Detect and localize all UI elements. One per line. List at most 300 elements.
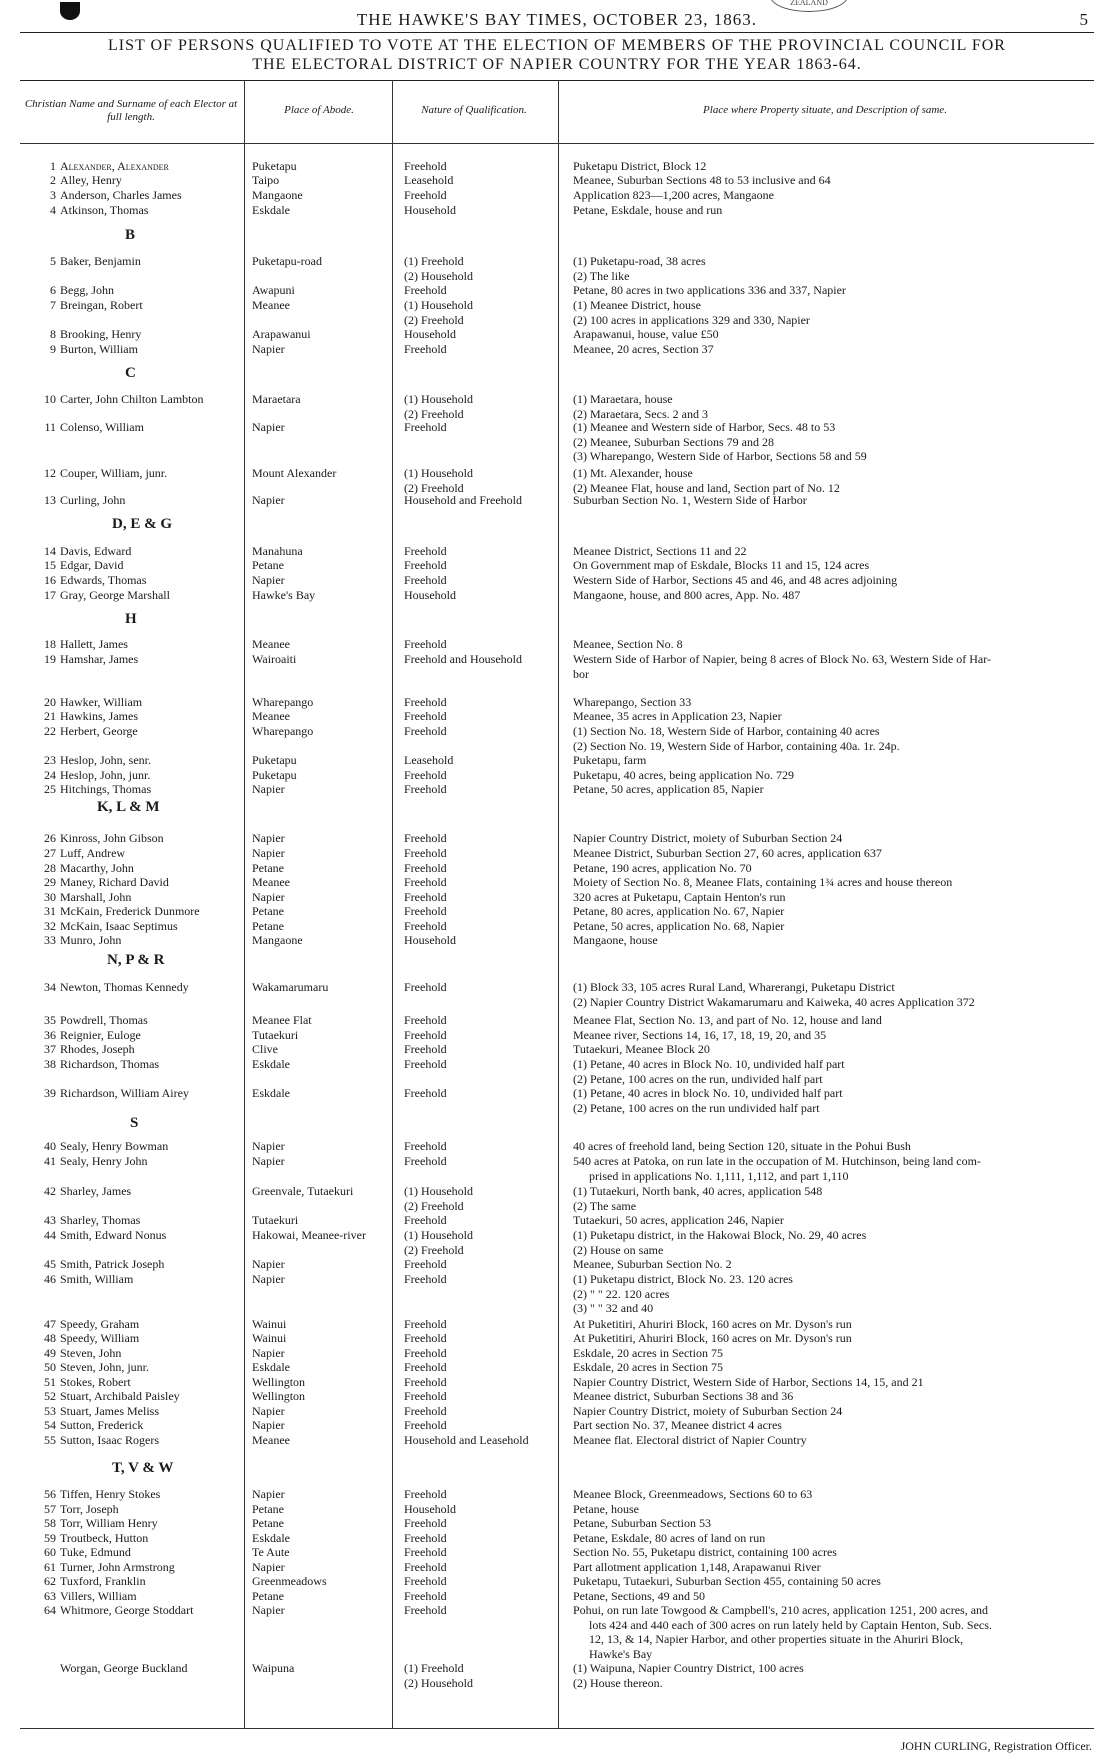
property-line: Application 823—1,200 acres, Mangaone (573, 188, 774, 202)
elector-number: 33 (44, 933, 56, 947)
list-title (20, 36, 1094, 74)
qualification-line: Freehold (404, 1028, 447, 1042)
qualification-cell (404, 254, 576, 283)
qualification-cell (404, 861, 576, 876)
property-line: (3) " " 32 and 40 (573, 1301, 654, 1316)
property-description (573, 980, 1093, 1009)
alphabet-section-heading: C (125, 365, 136, 381)
property-line: Meanee, Suburban Sections 48 to 53 inclusive and 64 (573, 173, 831, 187)
qualification-line: Freehold (404, 875, 447, 889)
property-line: (1) Puketapu district, Block No. 23. 120 acres (573, 1272, 793, 1286)
property-description (573, 1531, 1093, 1546)
property-line: Meanee Flat, Section No. 13, and part of No. 12, house and land (573, 1013, 882, 1027)
qualification-line: Freehold (404, 1574, 447, 1588)
qualification-cell (404, 1331, 576, 1346)
elector-name: Stokes, Robert (60, 1375, 131, 1389)
elector-number: 26 (44, 831, 56, 845)
qualification-line: Freehold (404, 1154, 447, 1168)
elector-name: Hawkins, James (60, 709, 138, 723)
elector-number: 35 (44, 1013, 56, 1027)
property-description (573, 1213, 1093, 1228)
property-line: (2) Meanee Flat, house and land, Section part of No. 12 (573, 480, 840, 495)
elector-number: 64 (44, 1603, 56, 1617)
property-line: Meanee District, Suburban Section 27, 60 acres, application 637 (573, 846, 882, 860)
elector-number: 27 (44, 846, 56, 860)
qualification-cell (404, 1375, 576, 1390)
place-of-abode: Meanee (252, 709, 290, 723)
place-of-abode: Clive (252, 1042, 278, 1056)
qualification-cell (404, 768, 576, 783)
place-of-abode: Petane (252, 904, 284, 918)
qualification-line: Freehold (404, 1487, 447, 1501)
property-description (573, 861, 1093, 876)
qualification-line: Freehold (404, 1331, 447, 1345)
elector-name-cell (20, 1404, 246, 1419)
top-rule (20, 32, 1094, 33)
place-of-abode: Waipuna (252, 1661, 295, 1675)
qualification-line: (2) Freehold (404, 406, 464, 421)
property-description (573, 1661, 1093, 1690)
property-line: (2) House thereon. (573, 1675, 663, 1690)
property-line: At Puketitiri, Ahuriri Block, 160 acres on Mr. Dyson's run (573, 1317, 852, 1331)
property-line: Napier Country District, moiety of Suburban Section 24 (573, 831, 843, 845)
property-line: Petane, 80 acres in two applications 336 and 337, Napier (573, 283, 846, 297)
property-line: (2) The like (573, 268, 630, 283)
elector-name-cell (20, 254, 246, 269)
qualification-cell (404, 1574, 576, 1589)
elector-name-cell (20, 283, 246, 298)
qualification-line: Freehold (404, 831, 447, 845)
qualification-cell (404, 1346, 576, 1361)
property-description (573, 159, 1093, 174)
elector-name: Sharley, Thomas (60, 1213, 141, 1227)
property-description (573, 846, 1093, 861)
elector-number: 12 (44, 466, 56, 480)
qualification-line: Household (404, 203, 456, 217)
elector-name: Stuart, Archibald Paisley (60, 1389, 180, 1403)
place-of-abode: Wellington (252, 1375, 306, 1389)
property-line: Meanee, Suburban Section No. 2 (573, 1257, 732, 1271)
elector-name: Powdrell, Thomas (60, 1013, 148, 1027)
elector-number: 14 (44, 544, 56, 558)
header-abode: Place of Abode. (284, 104, 354, 116)
place-of-abode: Petane (252, 1502, 284, 1516)
qualification-cell (404, 919, 576, 934)
property-line: (1) Waipuna, Napier Country District, 100 acres (573, 1661, 804, 1675)
elector-number: 37 (44, 1042, 56, 1056)
property-description (573, 588, 1093, 603)
property-line: (1) Mt. Alexander, house (573, 466, 693, 480)
elector-name-cell (20, 1346, 246, 1361)
elector-name: Anderson, Charles James (60, 188, 182, 202)
qualification-line: Freehold (404, 1213, 447, 1227)
property-description (573, 1346, 1093, 1361)
property-line: Petane, Eskdale, house and run (573, 203, 723, 217)
elector-name: Carter, John Chilton Lambton (60, 392, 204, 406)
qualification-line: (1) Household (404, 1228, 473, 1242)
elector-name-cell (20, 1013, 246, 1028)
elector-name-cell (20, 342, 246, 357)
qualification-line: (1) Household (404, 392, 473, 406)
property-line: Napier Country District, moiety of Suburban Section 24 (573, 1404, 843, 1418)
elector-name: Sealy, Henry John (60, 1154, 148, 1168)
elector-name-cell (20, 1418, 246, 1433)
qualification-cell (404, 890, 576, 905)
property-line: (2) Napier Country District Wakamarumaru and Kaiweka, 40 acres Application 372 (573, 994, 975, 1009)
elector-name-cell (20, 1139, 246, 1154)
qualification-cell (404, 1603, 576, 1618)
place-of-abode: Meanee (252, 1433, 290, 1447)
elector-name-cell (20, 831, 246, 846)
elector-number: 8 (50, 327, 56, 341)
qualification-line: Freehold (404, 846, 447, 860)
property-description (573, 1154, 1093, 1183)
property-line: Meanee District, Sections 11 and 22 (573, 544, 747, 558)
property-description (573, 1360, 1093, 1375)
elector-number: 5 (50, 254, 56, 268)
elector-name: McKain, Isaac Septimus (60, 919, 178, 933)
property-line: Western Side of Harbor of Napier, being 8 acres of Block No. 63, Western Side of Har- (573, 652, 992, 666)
property-description (573, 254, 1093, 283)
place-of-abode: Awapuni (252, 283, 295, 297)
qualification-cell (404, 392, 576, 421)
elector-name: Smith, William (60, 1272, 134, 1286)
property-description (573, 1086, 1093, 1115)
property-description (573, 890, 1093, 905)
place-of-abode: Wakamarumaru (252, 980, 329, 994)
property-description (573, 695, 1093, 710)
qualification-cell (404, 1057, 576, 1072)
elector-name: Richardson, William Airey (60, 1086, 189, 1100)
property-line: (1) Meanee District, house (573, 298, 701, 312)
elector-number: 47 (44, 1317, 56, 1331)
elector-number: 44 (44, 1228, 56, 1242)
elector-name: Gray, George Marshall (60, 588, 170, 602)
elector-name: Brooking, Henry (60, 327, 142, 341)
qualification-cell (404, 188, 576, 203)
elector-number: 61 (44, 1560, 56, 1574)
header-property: Place where Property situate, and Description of same. (703, 104, 947, 116)
elector-number: 9 (50, 342, 56, 356)
elector-name: Breingan, Robert (60, 298, 143, 312)
elector-name: Smith, Patrick Joseph (60, 1257, 165, 1271)
elector-name: Macarthy, John (60, 861, 134, 875)
place-of-abode: Eskdale (252, 1086, 290, 1100)
qualification-cell (404, 1013, 576, 1028)
place-of-abode: Napier (252, 493, 285, 507)
property-line: Puketapu, 40 acres, being application No. 729 (573, 768, 794, 782)
place-of-abode: Napier (252, 782, 285, 796)
elector-name: Sutton, Frederick (60, 1418, 144, 1432)
elector-name: Alley, Henry (60, 173, 122, 187)
page-number: 5 (1079, 10, 1088, 29)
property-line: Meanee district, Suburban Sections 38 and 36 (573, 1389, 794, 1403)
elector-name-cell (20, 1360, 246, 1375)
qualification-line: (1) Household (404, 298, 473, 312)
property-line: Napier Country District, Western Side of Harbor, Sections 14, 15, and 21 (573, 1375, 924, 1389)
property-line: (2) House on same (573, 1242, 664, 1257)
qualification-line: Household (404, 1502, 456, 1516)
qualification-line: Freehold (404, 919, 447, 933)
elector-number: 1 (50, 159, 56, 173)
elector-name: Hallett, James (60, 637, 128, 651)
elector-name-cell (20, 782, 246, 797)
property-line: Moiety of Section No. 8, Meanee Flats, containing 1¾ acres and house thereon (573, 875, 953, 889)
property-line: (1) Block 33, 105 acres Rural Land, Wharerangi, Puketapu District (573, 980, 895, 994)
elector-number: 54 (44, 1418, 56, 1432)
elector-number: 23 (44, 753, 56, 767)
elector-name-cell (20, 753, 246, 768)
place-of-abode: Petane (252, 1589, 284, 1603)
property-line: Eskdale, 20 acres in Section 75 (573, 1360, 723, 1374)
elector-name-cell (20, 1487, 246, 1502)
elector-name-cell (20, 980, 246, 995)
qualification-cell (404, 203, 576, 218)
qualification-line: (2) Freehold (404, 1198, 464, 1213)
place-of-abode: Napier (252, 1272, 285, 1286)
qualification-line: Freehold (404, 544, 447, 558)
elector-number: 34 (44, 980, 56, 994)
elector-number: 24 (44, 768, 56, 782)
place-of-abode: Napier (252, 1404, 285, 1418)
property-description (573, 1433, 1093, 1448)
qualification-line: Freehold (404, 1317, 447, 1331)
elector-name-cell (20, 1154, 246, 1169)
header-rule (20, 143, 1094, 144)
place-of-abode: Napier (252, 831, 285, 845)
place-of-abode: Hawke's Bay (252, 588, 316, 602)
property-line: Section No. 55, Puketapu district, containing 100 acres (573, 1545, 837, 1559)
qualification-cell (404, 1487, 576, 1502)
elector-number: 15 (44, 558, 56, 572)
qualification-cell (404, 1560, 576, 1575)
qualification-line: Freehold (404, 1389, 447, 1403)
elector-name-cell (20, 1317, 246, 1332)
elector-name-cell (20, 637, 246, 652)
elector-name: Sutton, Isaac Rogers (60, 1433, 159, 1447)
place-of-abode: Petane (252, 558, 284, 572)
alphabet-section-heading: S (130, 1115, 139, 1131)
qualification-line: Freehold (404, 637, 447, 651)
property-line: 12, 13, & 14, Napier Harbor, and other properties situate in the Ahuriri Block, (589, 1632, 964, 1647)
alphabet-section-heading: H (125, 611, 137, 627)
property-description (573, 573, 1093, 588)
property-line: (1) Petane, 40 acres in block No. 10, undivided half part (573, 1086, 843, 1100)
property-line: (2) Section No. 19, Western Side of Harbor, containing 40a. 1r. 24p. (573, 738, 900, 753)
property-line: lots 424 and 440 each of 300 acres on run lately held by Captain Henton, Sub. Secs. (589, 1617, 992, 1632)
qualification-cell (404, 159, 576, 174)
qualification-line: Freehold (404, 1545, 447, 1559)
place-of-abode: Meanee (252, 637, 290, 651)
elector-name: Tuxford, Franklin (60, 1574, 146, 1588)
property-line: (2) Maraetara, Secs. 2 and 3 (573, 406, 708, 421)
elector-name: Luff, Andrew (60, 846, 126, 860)
place-of-abode: Eskdale (252, 1057, 290, 1071)
property-description (573, 904, 1093, 919)
place-of-abode: Wainui (252, 1331, 287, 1345)
place-of-abode: Meanee (252, 298, 290, 312)
elector-name-cell (20, 768, 246, 783)
property-description (573, 298, 1093, 327)
qualification-cell (404, 637, 576, 652)
elector-name-cell (20, 420, 246, 435)
qualification-cell (404, 1516, 576, 1531)
property-line: (2) Meanee, Suburban Sections 79 and 28 (573, 434, 774, 449)
elector-number: 36 (44, 1028, 56, 1042)
property-line: Part allotment application 1,148, Arapawanui River (573, 1560, 821, 1574)
elector-name-cell (20, 588, 246, 603)
qualification-cell (404, 342, 576, 357)
property-line: (2) " " 22. 120 acres (573, 1286, 670, 1301)
property-line: Petane, 50 acres, application 85, Napier (573, 782, 764, 796)
qualification-cell (404, 420, 576, 435)
qualification-cell (404, 544, 576, 559)
elector-number: 42 (44, 1184, 56, 1198)
property-description (573, 1257, 1093, 1272)
qualification-line: Freehold (404, 1516, 447, 1530)
place-of-abode: Petane (252, 1516, 284, 1530)
elector-name-cell (20, 861, 246, 876)
place-of-abode: Taipo (252, 173, 280, 187)
property-description (573, 782, 1093, 797)
elector-number: 32 (44, 919, 56, 933)
qualification-line: Freehold (404, 1272, 447, 1286)
property-line: Petane, Sections, 49 and 50 (573, 1589, 705, 1603)
elector-name-cell (20, 1228, 246, 1243)
qualification-cell (404, 1154, 576, 1169)
property-line: prised in applications No. 1,111, 1,112, and part 1,110 (589, 1168, 849, 1183)
place-of-abode: Napier (252, 342, 285, 356)
property-line: On Government map of Eskdale, Blocks 11 and 15, 124 acres (573, 558, 870, 572)
elector-name-cell (20, 573, 246, 588)
qualification-cell (404, 1317, 576, 1332)
elector-name: Villers, William (60, 1589, 137, 1603)
property-line: bor (573, 666, 589, 681)
elector-number: 2 (50, 173, 56, 187)
elector-number: 3 (50, 188, 56, 202)
qualification-line: Freehold (404, 342, 447, 356)
qualification-cell (404, 558, 576, 573)
property-description (573, 392, 1093, 421)
property-description (573, 420, 1093, 464)
elector-name: Alexander, Alexander (60, 159, 169, 173)
property-description (573, 1516, 1093, 1531)
elector-name: Couper, William, junr. (60, 466, 168, 480)
elector-number: 60 (44, 1545, 56, 1559)
elector-name: Tuke, Edmund (60, 1545, 131, 1559)
property-line: (1) Puketapu-road, 38 acres (573, 254, 706, 268)
property-description (573, 637, 1093, 652)
elector-name-cell (20, 558, 246, 573)
property-line: Mangaone, house (573, 933, 658, 947)
property-description (573, 1375, 1093, 1390)
property-description (573, 875, 1093, 890)
qualification-line: Leasehold (404, 173, 454, 187)
place-of-abode: Napier (252, 573, 285, 587)
qualification-cell (404, 1418, 576, 1433)
elector-name-cell (20, 709, 246, 724)
qualification-line: Freehold (404, 1257, 447, 1271)
property-description (573, 1418, 1093, 1433)
place-of-abode: Napier (252, 1139, 285, 1153)
elector-name: Torr, Joseph (60, 1502, 119, 1516)
elector-name: Begg, John (60, 283, 114, 297)
property-description (573, 1139, 1093, 1154)
qualification-line: Freehold (404, 709, 447, 723)
qualification-line: Freehold and Household (404, 652, 522, 666)
qualification-cell (404, 1228, 576, 1257)
property-line: Petane, house (573, 1502, 639, 1516)
qualification-line: (1) Freehold (404, 1661, 464, 1675)
property-line: Petane, 50 acres, application No. 68, Napier (573, 919, 785, 933)
elector-name-cell (20, 1661, 246, 1676)
elector-name-cell (20, 1257, 246, 1272)
elector-name: Edwards, Thomas (60, 573, 147, 587)
qualification-cell (404, 904, 576, 919)
qualification-line: Freehold (404, 904, 447, 918)
qualification-cell (404, 782, 576, 797)
property-line: (3) Wharepango, Western Side of Harbor, Sections 58 and 59 (573, 449, 867, 464)
title-line-2: THE ELECTORAL DISTRICT OF NAPIER COUNTRY FOR THE YEAR 1863-64. (252, 56, 862, 73)
qualification-cell (404, 573, 576, 588)
place-of-abode: Napier (252, 1487, 285, 1501)
elector-number: 51 (44, 1375, 56, 1389)
elector-name: Heslop, John, junr. (60, 768, 151, 782)
elector-number: 53 (44, 1404, 56, 1418)
qualification-cell (404, 875, 576, 890)
elector-number: 4 (50, 203, 56, 217)
property-description (573, 919, 1093, 934)
property-line: (1) Meanee and Western side of Harbor, Secs. 48 to 53 (573, 420, 836, 434)
alphabet-section-heading: B (125, 227, 136, 243)
elector-name-cell (20, 904, 246, 919)
qualification-line: Freehold (404, 1375, 447, 1389)
property-line: Wharepango, Section 33 (573, 695, 692, 709)
property-description (573, 1028, 1093, 1043)
qualification-line: Freehold (404, 724, 447, 738)
elector-name-cell (20, 1272, 246, 1287)
elector-number: 11 (44, 420, 56, 434)
qualification-line: Freehold (404, 1404, 447, 1418)
property-line: Puketapu District, Block 12 (573, 159, 707, 173)
elector-number: 49 (44, 1346, 56, 1360)
elector-number: 45 (44, 1257, 56, 1271)
property-description (573, 724, 1093, 753)
qualification-cell (404, 1213, 576, 1228)
elector-name-cell (20, 1213, 246, 1228)
elector-name: Speedy, Graham (60, 1317, 140, 1331)
elector-name-cell (20, 890, 246, 905)
place-of-abode: Eskdale (252, 203, 290, 217)
place-of-abode: Meanee Flat (252, 1013, 312, 1027)
elector-name-cell (20, 1589, 246, 1604)
property-description (573, 709, 1093, 724)
property-description (573, 1589, 1093, 1604)
property-description (573, 493, 1093, 508)
place-of-abode: Wainui (252, 1317, 287, 1331)
property-description (573, 283, 1093, 298)
elector-number: 31 (44, 904, 56, 918)
library-stamp: ZEALAND (770, 0, 848, 12)
qualification-line: (1) Household (404, 1184, 473, 1198)
elector-name-cell (20, 1184, 246, 1199)
alphabet-section-heading: T, V & W (112, 1460, 174, 1476)
elector-name-cell (20, 298, 246, 313)
place-of-abode: Arapawanui (252, 327, 311, 341)
elector-number: 63 (44, 1589, 56, 1603)
qualification-cell (404, 327, 576, 342)
qualification-line: Freehold (404, 1346, 447, 1360)
